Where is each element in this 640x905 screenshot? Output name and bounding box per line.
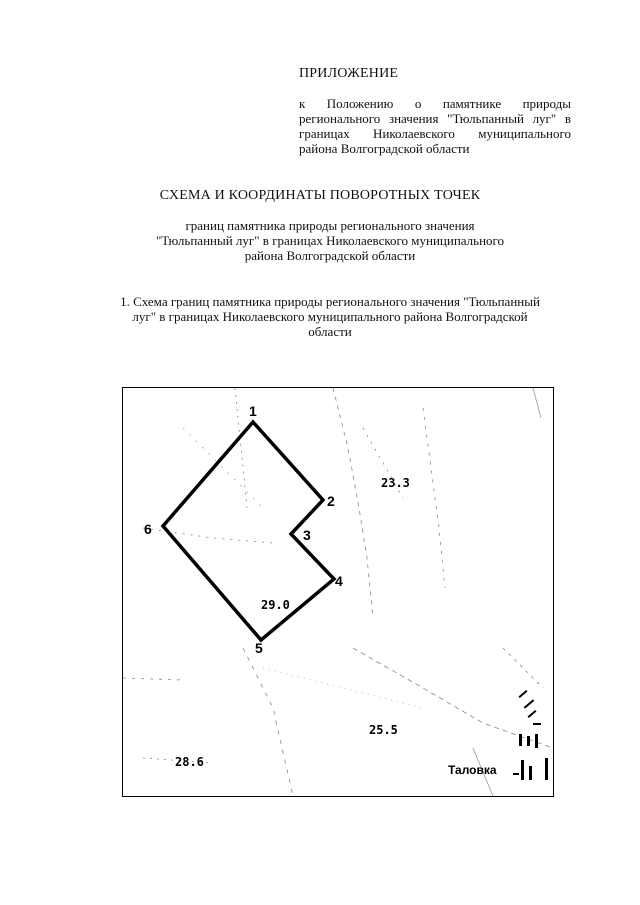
- map-svg: [123, 388, 553, 796]
- map-settlement-marks: [513, 690, 548, 780]
- map-background-features: [123, 388, 553, 796]
- point-label-5: 5: [255, 640, 263, 656]
- point-label-6: 6: [144, 521, 152, 537]
- appendix-text: к Положению о памятнике природы регионального значения "Тюльпанный луг" в границах Николаевского муниципального района Волгоградской области: [299, 96, 571, 156]
- point-label-1: 1: [249, 403, 257, 419]
- scheme-subtitle: границ памятника природы регионального значения "Тюльпанный луг" в границах Николаевского муниципального района Волгоградской области: [155, 218, 505, 263]
- place-name-label: Таловка: [448, 763, 497, 777]
- appendix-title: ПРИЛОЖЕНИЕ: [299, 66, 399, 81]
- point-label-4: 4: [335, 573, 343, 589]
- elevation-mark: 29.0: [261, 598, 290, 612]
- boundary-map: [122, 387, 554, 797]
- elevation-mark: 28.6: [175, 755, 204, 769]
- appendix-block: [299, 66, 571, 156]
- section-title: 1. Схема границ памятника природы регионального значения "Тюльпанный луг" в границах Николаевского муниципального района Волгоградской области: [120, 294, 540, 339]
- point-label-2: 2: [327, 493, 335, 509]
- elevation-mark: 25.5: [369, 723, 398, 737]
- point-label-3: 3: [303, 527, 311, 543]
- elevation-mark: 23.3: [381, 476, 410, 490]
- scheme-title: СХЕМА И КООРДИНАТЫ ПОВОРОТНЫХ ТОЧЕК: [159, 188, 481, 203]
